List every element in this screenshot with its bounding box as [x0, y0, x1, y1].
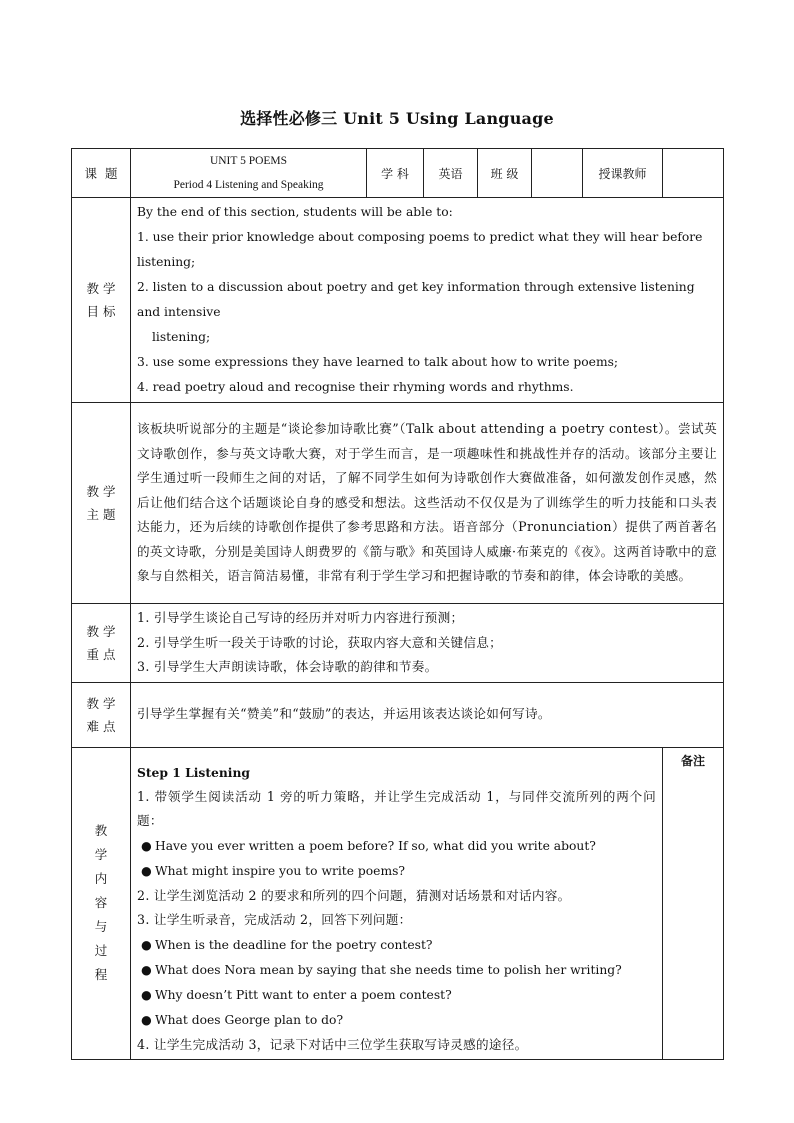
key-points-label: 教 学 重 点: [72, 604, 131, 683]
document-title: 选择性必修三 Unit 5 Using Language: [240, 109, 554, 128]
list-item: ● Have you ever written a poem before? If so, what did you write about?: [141, 838, 596, 853]
class-value: [532, 149, 583, 198]
theme-row: [72, 403, 724, 604]
theme-text: 该板块听说部分的主题是“谈论参加诗歌比赛”（Talk about attending a poetry contest）。尝试英文诗歌创作，参与英文诗歌大赛，对于学生而言，是一项趣味性和挑战性并存的活动。该部分主要让学生通过听一段师生之间的对话，了解不同学生如何为诗歌创作大赛做准备，如何激发创作灵感，然后让他们结合这个话题谈论自身的感受和想法。这些活动不仅仅是为了训练学生的听力技能和口头表达能力，还为后续的诗歌创作提供了参考思路和方法。语音部分（Pronunciation）提供了两首著名的英文诗歌，分别是美国诗人朗费罗的《箭与歌》和英国诗人威廉·布莱克的《夜》。这两首诗歌中的意象与自然相关，语言简洁易懂，非常有利于学生学习和把握诗歌的节奏和韵律，体会诗歌的美感。: [137, 421, 717, 584]
process-item-4: 4. 让学生完成活动 3，记录下对话中三位学生获取写诗灵感的途径。: [137, 1036, 528, 1052]
theme-label: 教 学 主 题: [72, 403, 131, 604]
key-point-line: 1. 引导学生谈论自己写诗的经历并对听力内容进行预测；: [137, 610, 464, 625]
list-item: ● Why doesn’t Pitt want to enter a poem contest?: [141, 987, 452, 1002]
notes-cell: [663, 747, 724, 1060]
key-points-content: [131, 604, 724, 683]
lesson-plan-table: [71, 148, 724, 1060]
theme-content: [131, 403, 724, 604]
list-item: ● What does George plan to do?: [141, 1012, 344, 1027]
key-points-row: [72, 604, 724, 683]
process-item-3: 3. 让学生听录音，完成活动 2，回答下列问题：: [137, 912, 412, 927]
objectives-row: [72, 198, 724, 403]
difficulties-label: 教 学 难 点: [72, 682, 131, 747]
key-point-line: 3. 引导学生大声朗读诗歌，体会诗歌的韵律和节奏。: [137, 659, 438, 674]
objective-line: listening;: [152, 330, 211, 344]
subject-label: 学 科: [367, 149, 424, 198]
objective-line: 3. use some expressions they have learned to talk about how to write poems;: [137, 355, 619, 369]
unit-cell: [131, 149, 367, 198]
subject-value: 英语: [424, 149, 478, 198]
list-item: ● When is the deadline for the poetry contest?: [141, 937, 433, 952]
process-content: [131, 747, 663, 1060]
objective-line: By the end of this section, students will be able to:: [137, 205, 453, 219]
process-item-1: 1. 带领学生阅读活动 1 旁的听力策略，并让学生完成活动 1，与同伴交流所列的两个问题：: [137, 788, 656, 828]
list-item: ● What does Nora mean by saying that she needs time to polish her writing?: [141, 962, 622, 977]
teacher-label: 授课教师: [583, 149, 663, 198]
objective-line: 2. listen to a discussion about poetry and get key information through extensive listening and intensive: [137, 280, 695, 319]
process-item-2: 2. 让学生浏览活动 2 的要求和所列的四个问题，猜测对话场景和对话内容。: [137, 887, 571, 903]
process-row: [72, 747, 724, 1060]
difficulties-content: [131, 682, 724, 747]
process-label: 教 学 内 容 与 过 程: [72, 747, 131, 1060]
objective-line: 4. read poetry aloud and recognise their rhyming words and rhythms.: [137, 380, 574, 394]
teacher-value: [663, 149, 724, 198]
course-label: 课 题: [84, 165, 118, 181]
list-item: ● What might inspire you to write poems?: [141, 863, 406, 878]
class-label: 班 级: [478, 149, 532, 198]
notes-label: 备注: [680, 753, 705, 768]
objectives-label: 教 学 目 标: [72, 198, 131, 403]
period-title: Period 4 Listening and Speaking: [173, 179, 324, 191]
difficulties-row: [72, 682, 724, 747]
step-title: Step 1 Listening: [137, 764, 250, 780]
unit-title: UNIT 5 POEMS: [209, 155, 288, 167]
header-row: [72, 149, 724, 198]
course-label-cell: [72, 149, 131, 198]
objectives-content: [131, 198, 724, 403]
objective-line: 1. use their prior knowledge about composing poems to predict what they will hear before listening;: [137, 230, 703, 269]
key-point-line: 2. 引导学生听一段关于诗歌的讨论，获取内容大意和关键信息；: [137, 634, 503, 650]
difficulties-text: 引导学生掌握有关“赞美”和“鼓励”的表达，并运用该表达谈论如何写诗。: [137, 706, 551, 722]
